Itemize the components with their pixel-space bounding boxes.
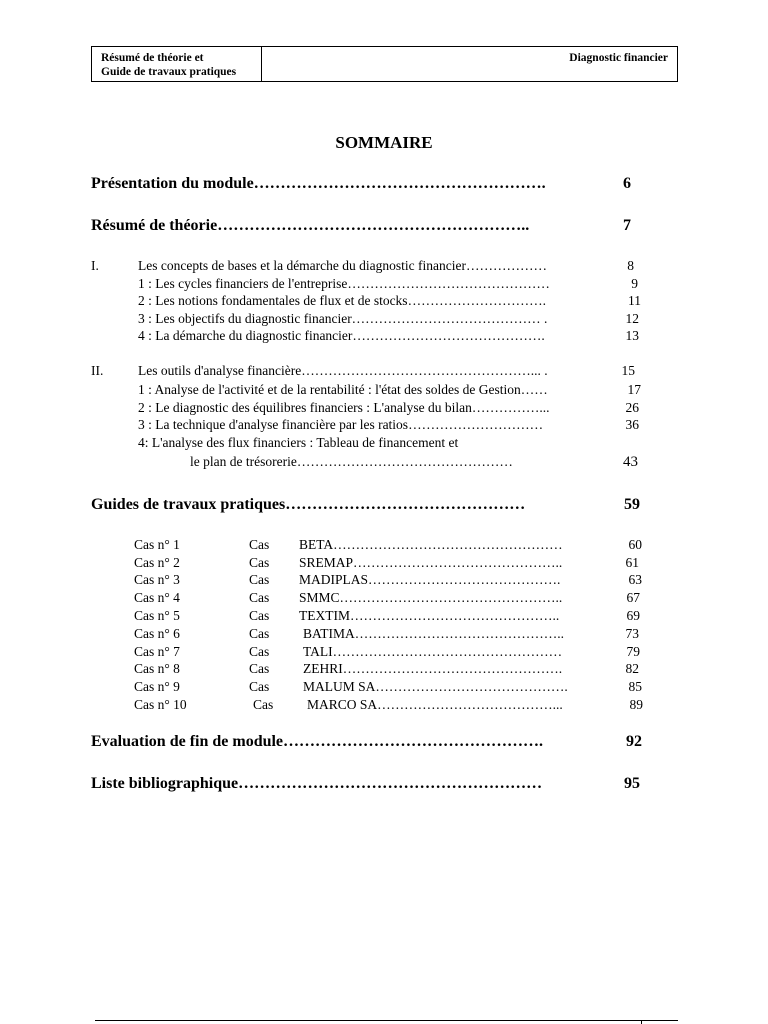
subentry-page: 9 xyxy=(631,276,638,291)
case-number: Cas n° 7 xyxy=(134,644,180,659)
case-label: Cas xyxy=(249,555,270,570)
case-label: Cas xyxy=(249,644,270,659)
section-title: Les outils d'analyse financière……………………………………………... . xyxy=(138,363,548,378)
subentry-page: 11 xyxy=(628,293,641,308)
case-page: 69 xyxy=(626,608,640,623)
case-label: Cas xyxy=(249,661,270,676)
section-numeral: I. xyxy=(91,258,99,273)
case-name: ZEHRI…………………………………………. xyxy=(303,661,563,676)
toc-entry-page: 6 xyxy=(623,175,631,192)
case-name: TALI…………………………………………… xyxy=(303,644,563,659)
toc-entry-label: Evaluation de fin de module…………………………………………. xyxy=(91,733,544,750)
case-page: 89 xyxy=(629,697,643,712)
subentry-label: le plan de trésorerie………………………………………… xyxy=(190,454,513,469)
case-page: 73 xyxy=(625,626,639,641)
case-label: Cas xyxy=(249,626,270,641)
case-name: SREMAP……………………………………….. xyxy=(299,555,563,570)
toc-entry-label: Présentation du module………………………………………………. xyxy=(91,175,546,192)
subentry-page: 36 xyxy=(625,417,639,432)
case-label: Cas xyxy=(249,590,270,605)
toc-entry-label: Résumé de théorie………………………………………………….. xyxy=(91,217,530,234)
header-left-line2: Guide de travaux pratiques xyxy=(101,66,237,78)
section-page: 15 xyxy=(621,363,635,378)
case-number: Cas n° 8 xyxy=(134,661,180,676)
case-number: Cas n° 10 xyxy=(134,697,187,712)
case-label: Cas xyxy=(249,537,270,552)
case-label: Cas xyxy=(249,572,270,587)
case-name: MADIPLAS……………………………………. xyxy=(299,572,561,587)
case-name: MARCO SA…………………………………... xyxy=(307,697,563,712)
case-page: 79 xyxy=(626,644,640,659)
case-name: TEXTIM……………………………………….. xyxy=(299,608,560,623)
case-page: 85 xyxy=(628,679,642,694)
subentry-page: 26 xyxy=(625,400,639,415)
case-page: 60 xyxy=(628,537,642,552)
case-label: Cas xyxy=(249,608,270,623)
footer-divider xyxy=(641,1020,642,1024)
subentry-page: 13 xyxy=(625,328,639,343)
case-page: 67 xyxy=(626,590,640,605)
case-page: 82 xyxy=(625,661,639,676)
case-name: MALUM SA……………………………………. xyxy=(303,679,568,694)
case-number: Cas n° 9 xyxy=(134,679,180,694)
subentry-label: 4 : La démarche du diagnostic financier……………………………………. xyxy=(138,328,545,343)
case-label: Cas xyxy=(249,679,270,694)
case-number: Cas n° 3 xyxy=(134,572,180,587)
case-number: Cas n° 1 xyxy=(134,537,180,552)
section-numeral: II. xyxy=(91,363,104,378)
case-name: SMMC………………………………………….. xyxy=(299,590,563,605)
case-number: Cas n° 5 xyxy=(134,608,180,623)
section-title: Les concepts de bases et la démarche du diagnostic financier……………… xyxy=(138,258,547,273)
toc-entry-page: 92 xyxy=(626,733,642,750)
case-page: 61 xyxy=(625,555,639,570)
toc-entry-label: Liste bibliographique………………………………………………… xyxy=(91,775,543,792)
section-page: 8 xyxy=(627,258,634,273)
toc-entry-page: 59 xyxy=(624,496,640,513)
subentry-page: 43 xyxy=(623,454,638,470)
case-number: Cas n° 4 xyxy=(134,590,180,605)
subentry-label: 2 : Le diagnostic des équilibres financiers : L'analyse du bilan……………... xyxy=(138,400,550,415)
subentry-page: 12 xyxy=(625,311,639,326)
header-left-line1: Résumé de théorie et xyxy=(101,52,204,64)
case-page: 63 xyxy=(628,572,642,587)
subentry-label: 2 : Les notions fondamentales de flux et de stocks…………………………. xyxy=(138,293,546,308)
case-number: Cas n° 6 xyxy=(134,626,180,641)
case-name: BATIMA……………………………………….. xyxy=(303,626,565,641)
subentry-label: 4: L'analyse des flux financiers : Tableau de financement et xyxy=(138,435,459,450)
case-name: BETA…………………………………………… xyxy=(299,537,563,552)
header-right-cell: Diagnostic financier xyxy=(569,52,668,64)
subentry-label: 1 : Les cycles financiers de l'entreprise……………………………………… xyxy=(138,276,550,291)
case-label: Cas xyxy=(253,697,274,712)
subentry-label: 3 : La technique d'analyse financière par les ratios………………………… xyxy=(138,417,544,432)
toc-entry-page: 7 xyxy=(623,217,631,234)
subentry-label: 1 : Analyse de l'activité et de la rentabilité : l'état des soldes de Gestion…… xyxy=(138,382,548,397)
toc-entry-label: Guides de travaux pratiques……………………………………… xyxy=(91,496,526,513)
subentry-page: 17 xyxy=(627,382,641,397)
footer-rule xyxy=(95,1020,678,1021)
subentry-label: 3 : Les objectifs du diagnostic financier…………………………………… . xyxy=(138,311,548,326)
page-header xyxy=(91,46,678,82)
case-number: Cas n° 2 xyxy=(134,555,180,570)
page-title: SOMMAIRE xyxy=(335,133,433,152)
toc-entry-page: 95 xyxy=(624,775,640,792)
header-left-cell xyxy=(92,47,262,81)
